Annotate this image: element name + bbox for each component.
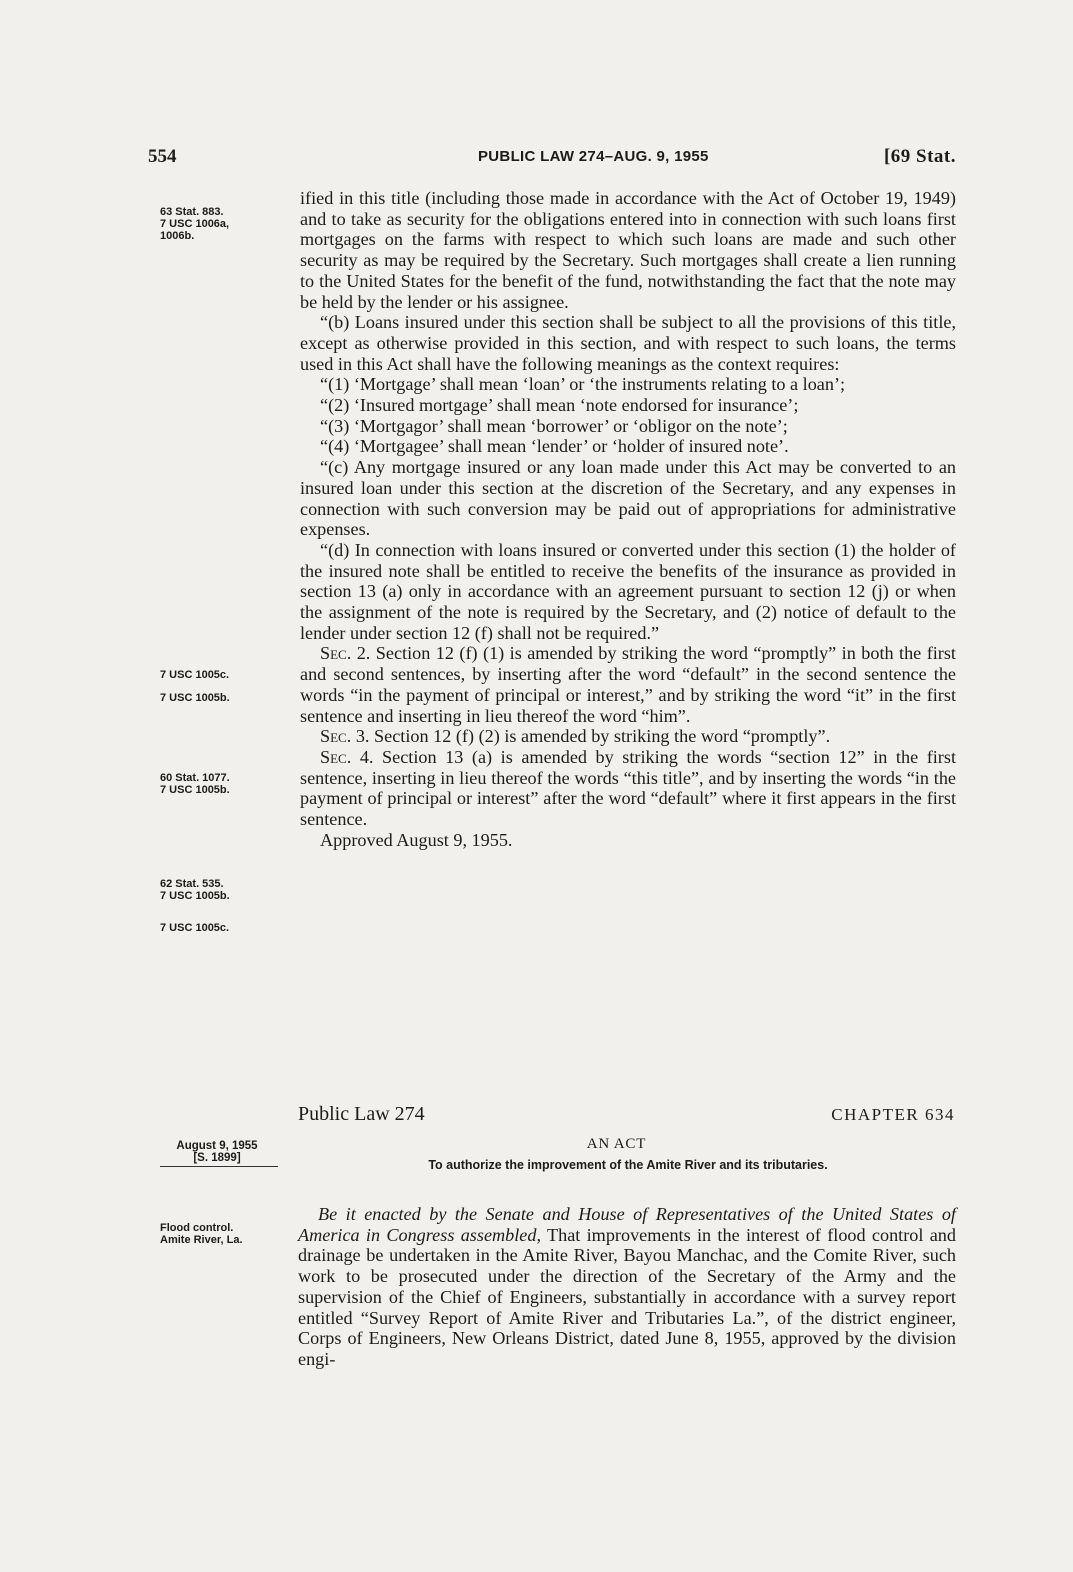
margin-note-citation-1 (160, 206, 290, 242)
margin-note-line: 7 USC 1005b. (160, 890, 230, 902)
paragraph: ified in this title (including those made in accordance with the Act of October 19, 1949) and to take as security for the obligations entered into in connection with such loans first mortgages on the farms with respect to which such loans are made and such other security as may be required by the Secretary. Such mortgages shall create a lien running to the United States for the benefit of the fund, notwithstanding the fact that the note may be held by the lender or his assignee. (300, 188, 956, 312)
section-text-run: Section 12 (f) (1) is amended by striking the word “promptly” in both the first and second sentences, by inserting after the word “default” in the second sentence the words “in the payment of principal or interest,” and by striking the word “it” in the first sentence and inserting in lieu thereof the word “him”. (300, 643, 956, 726)
section-label: Sec. 2. (320, 643, 371, 664)
margin-note-line: August 9, 1955 (176, 1140, 258, 1152)
margin-note-citation-2 (160, 664, 290, 710)
section-text (300, 188, 956, 851)
margin-note-line: 7 USC 1005b. (160, 692, 230, 704)
divider (160, 1166, 278, 1167)
section-text-run: Section 12 (f) (2) is amended by striking the word “promptly”. (369, 726, 831, 747)
paragraph: “(4) ‘Mortgagee’ shall mean ‘lender’ or ‘holder of insured note’. (320, 436, 789, 457)
paragraph: “(d) In connection with loans insured or converted under this section (1) the holder of the insured note shall be entitled to receive the benefits of the insurance as provided in section 13 (a) only in accordance with an agreement pursuant to section 12 (j) or when the assignment of the note is required by the Secretary, and (2) notice of default to the lender under section 12 (f) shall not be required.” (300, 539, 956, 643)
margin-note-subject (160, 1222, 290, 1246)
header-title: PUBLIC LAW 274–AUG. 9, 1955 (478, 148, 709, 165)
section-2 (300, 643, 956, 726)
margin-note-line: [S. 1899] (193, 1152, 241, 1164)
margin-note-line: Amite River, La. (160, 1234, 243, 1246)
enacting-clause (298, 1204, 956, 1370)
margin-note-line: Flood control. (160, 1222, 234, 1234)
enacting-formula: Be it enacted by the Senate and House of Representatives of the United States of America in Congress assembled, (298, 1204, 956, 1245)
section-label: Sec. 4. (320, 746, 374, 767)
act-purpose: To authorize the improvement of the Amite River and its tributaries. (428, 1158, 828, 1172)
paragraph: “(c) Any mortgage insured or any loan made under this Act may be converted to an insured loan under this section at the discretion of the Secretary, and any expenses in connection with such conversion may be paid out of appropriations for administrative expenses. (300, 457, 956, 540)
paragraph: “(3) ‘Mortgagor’ shall mean ‘borrower’ or ‘obligor on the note’; (320, 415, 788, 436)
margin-note-line: 63 Stat. 883. (160, 206, 224, 218)
margin-note-citation-4 (160, 878, 290, 902)
section-3 (300, 726, 956, 747)
paragraph: “(1) ‘Mortgage’ shall mean ‘loan’ or ‘the instruments relating to a loan’; (320, 374, 846, 395)
act-label: AN ACT (586, 1136, 647, 1152)
public-law-number: Public Law 274 (298, 1103, 425, 1125)
margin-note-line: 7 USC 1006a, (160, 218, 230, 230)
page-number: 554 (148, 146, 177, 167)
section-4 (300, 747, 956, 830)
chapter-number: CHAPTER 634 (831, 1105, 955, 1124)
paragraph: “(2) ‘Insured mortgage’ shall mean ‘note endorsed for insurance’; (320, 395, 799, 416)
margin-note-date (156, 1140, 278, 1164)
enacting-text: That improvements in the interest of flood control and drainage be undertaken in the Amite River, Bayou Manchac, and the Comite River, such work to be prosecuted under the direction of the Secretary of the Army and the supervision of the Chief of Engineers, substantially in accordance with a survey report entitled “Survey Report of Amite River and Tributaries La.”, of the district engineer, Corps of Engineers, New Orleans District, dated June 8, 1955, approved by the division engi- (298, 1224, 956, 1369)
margin-note-line: 60 Stat. 1077. (160, 772, 230, 784)
running-header (148, 146, 956, 170)
margin-note-line: 7 USC 1005b. (160, 784, 230, 796)
margin-note-line: 62 Stat. 535. (160, 878, 224, 890)
margin-note-line: 7 USC 1005c. (160, 669, 230, 681)
paragraph: “(b) Loans insured under this section shall be subject to all the provisions of this title, except as otherwise provided in this section, and with respect to such loans, the terms used in this Act shall have the following meanings as the context requires: (300, 312, 956, 374)
approval-date: Approved August 9, 1955. (320, 829, 513, 850)
margin-note-citation-3 (160, 772, 290, 796)
margin-note-citation-5: 7 USC 1005c. (160, 922, 230, 934)
statute-reference: [69 Stat. (883, 146, 956, 167)
section-text-run: Section 13 (a) is amended by striking the words “section 12” in the first sentence, inserting in lieu thereof the words “this title”, and by inserting the words “in the payment of principal or interest” after the word “default” where it first appears in the first sentence. (300, 746, 956, 830)
margin-note-line: 1006b. (160, 230, 195, 242)
paragraph (298, 1204, 956, 1370)
section-label: Sec. 3. (320, 726, 370, 747)
